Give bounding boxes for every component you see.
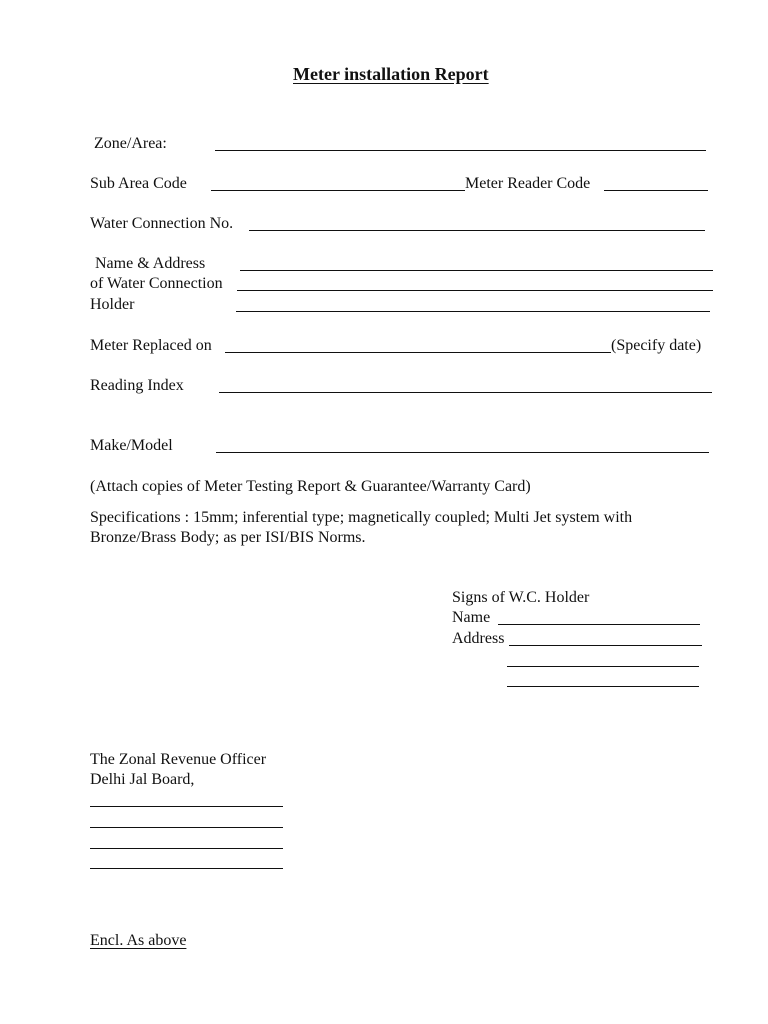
reading-index-blank[interactable] [219,392,712,393]
attach-note: (Attach copies of Meter Testing Report & Guarantee/Warranty Card) [90,478,531,495]
meter-reader-code-label: Meter Reader Code [465,175,591,192]
name-address-label-3: Holder [90,296,135,313]
officer-address-blank-4[interactable] [90,868,283,869]
zone-area-label: Zone/Area: [94,135,167,152]
meter-replaced-on-label: Meter Replaced on [90,337,212,354]
name-address-blank-3[interactable] [236,311,710,312]
name-address-blank-2[interactable] [237,290,713,291]
reading-index-label: Reading Index [90,377,184,394]
officer-address-blank-1[interactable] [90,806,283,807]
officer-address-blank-3[interactable] [90,848,283,849]
holder-address-blank-1[interactable] [509,645,702,646]
sub-area-code-label: Sub Area Code [90,175,187,192]
holder-address-blank-2[interactable] [507,666,699,667]
meter-replaced-on-blank[interactable] [225,352,611,353]
water-connection-no-blank[interactable] [249,230,705,231]
water-connection-no-label: Water Connection No. [90,215,234,232]
holder-name-blank[interactable] [498,624,700,625]
page-title: Meter installation Report [293,64,489,84]
sub-area-code-blank[interactable] [211,190,465,191]
make-model-label: Make/Model [90,437,173,454]
holder-address-label: Address [452,630,505,647]
name-address-blank-1[interactable] [240,270,713,271]
specify-date-note: (Specify date) [611,337,702,354]
holder-address-blank-3[interactable] [507,686,699,687]
make-model-blank[interactable] [216,452,709,453]
holder-sign-heading: Signs of W.C. Holder [452,589,590,606]
specifications-line-2: Bronze/Brass Body; as per ISI/BIS Norms. [90,529,366,546]
officer-address-blank-2[interactable] [90,827,283,828]
name-address-label-1: Name & Address [95,255,206,272]
specifications-line-1: Specifications : 15mm; inferential type; magnetically coupled; Multi Jet system with [90,509,633,526]
officer-line-2: Delhi Jal Board, [90,771,195,788]
officer-line-1: The Zonal Revenue Officer [90,751,267,768]
zone-area-blank[interactable] [215,150,706,151]
meter-reader-code-blank[interactable] [604,190,708,191]
holder-name-label: Name [452,609,491,626]
name-address-label-2: of Water Connection [90,275,223,292]
enclosure-note: Encl. As above [90,932,187,949]
